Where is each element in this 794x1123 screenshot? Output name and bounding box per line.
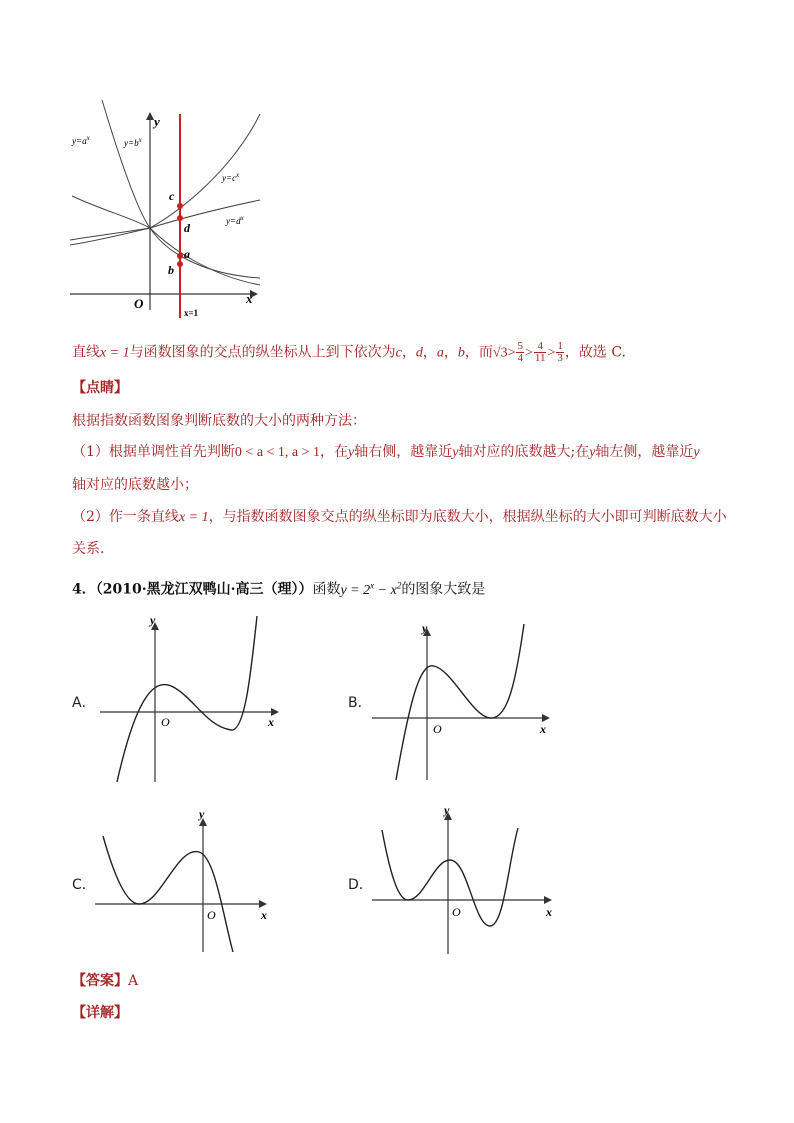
method-2-line-1: （2）作一条直线x = 1，与指数函数图象交点的纵坐标即为底数大小，根据纵坐标的大小即可判断底数大小 (72, 509, 727, 525)
x-axis-arrow (259, 900, 267, 908)
graph-curve (103, 836, 233, 952)
label-origin: O (134, 296, 144, 311)
x-axis-arrow (544, 896, 552, 904)
axis-label-x: x (261, 908, 267, 922)
label-y-d-x: $y=d^x$ (226, 214, 244, 226)
label-point-b: b (168, 263, 174, 277)
axis-label-origin: O (161, 715, 170, 729)
axis-label-y: y (199, 807, 205, 821)
label-y-b-x: $y=b^x$ (124, 136, 142, 148)
axis-label-x: x (546, 905, 552, 919)
label-point-c: c (169, 189, 175, 203)
point-d (177, 215, 183, 221)
option-d-graph[interactable] (372, 804, 562, 959)
label-point-d: d (184, 221, 190, 235)
option-b-graph[interactable] (372, 620, 562, 785)
label-axis-y: y (154, 114, 160, 129)
detail-heading: 【详解】 (72, 1005, 128, 1021)
axis-label-x: x (540, 722, 546, 736)
point-b (177, 261, 183, 267)
axis-label-origin: O (452, 905, 461, 919)
axis-label-y: y (150, 613, 156, 627)
point-c (177, 203, 183, 209)
fraction-1-3: $\frac{1}{3}$ (557, 340, 563, 364)
tip-intro: 根据指数函数图象判断底数的大小的两种方法： (72, 413, 366, 429)
fraction-5-4: $\frac{5}{4}$ (517, 340, 523, 364)
axis-label-origin: O (433, 722, 442, 736)
label-y-c-x: $y=c^x$ (222, 171, 240, 183)
curve-y-a-x (72, 196, 260, 285)
option-b-label[interactable]: B． (348, 695, 372, 711)
exponential-curves-figure (62, 100, 272, 325)
option-a-graph[interactable] (95, 612, 285, 784)
method-1-line-1: （1）根据单调性首先判断0 < a < 1, a > 1，在y轴右侧，越靠近y轴对应的底数越大;在y轴左侧，越靠近y (72, 444, 700, 460)
answer-value: A (128, 973, 139, 989)
graph-curve (382, 828, 518, 926)
method-2-line-2: 关系. (72, 541, 105, 557)
method-1-line-2: 轴对应的底数越小； (72, 477, 198, 493)
option-c-graph[interactable] (95, 806, 285, 956)
y-axis-arrow (146, 112, 154, 120)
axis-label-y: y (444, 803, 450, 817)
axis-label-origin: O (207, 908, 216, 922)
graph-curve (117, 616, 257, 782)
question-4: 4．（2010·黑龙江双鸭山·高三（理））函数$y = 2^x - x^2$的图象大致是 (72, 580, 486, 598)
option-c-label[interactable]: C． (72, 877, 96, 893)
function-expression: $y = 2^x - x^2$ (340, 580, 402, 598)
axis-label-x: x (268, 715, 274, 729)
option-d-label[interactable]: D． (348, 877, 373, 893)
option-a-label[interactable]: A． (72, 695, 96, 711)
point-a (177, 253, 183, 259)
axis-label-y: y (422, 621, 428, 635)
tip-heading: 【点睛】 (72, 380, 128, 396)
graph-curve (396, 624, 524, 780)
fraction-4-11: $\frac{4}{11}$ (534, 340, 546, 364)
x-axis-arrow (542, 714, 550, 722)
label-axis-x: x (246, 291, 253, 306)
answer-line: 【答案】A (72, 973, 139, 989)
explanation-line: 直线x = 1与函数图象的交点的纵坐标从上到下依次为c，d，a，b，而√3> $\frac{5}{4}$ > $\frac{4}{11}$ > $\frac{1}{3}$ ，故选 C. (72, 340, 627, 364)
label-y-a-x: $y=a^x$ (72, 134, 90, 146)
label-line-x1: x=1 (184, 308, 199, 318)
label-point-a: a (184, 247, 190, 261)
